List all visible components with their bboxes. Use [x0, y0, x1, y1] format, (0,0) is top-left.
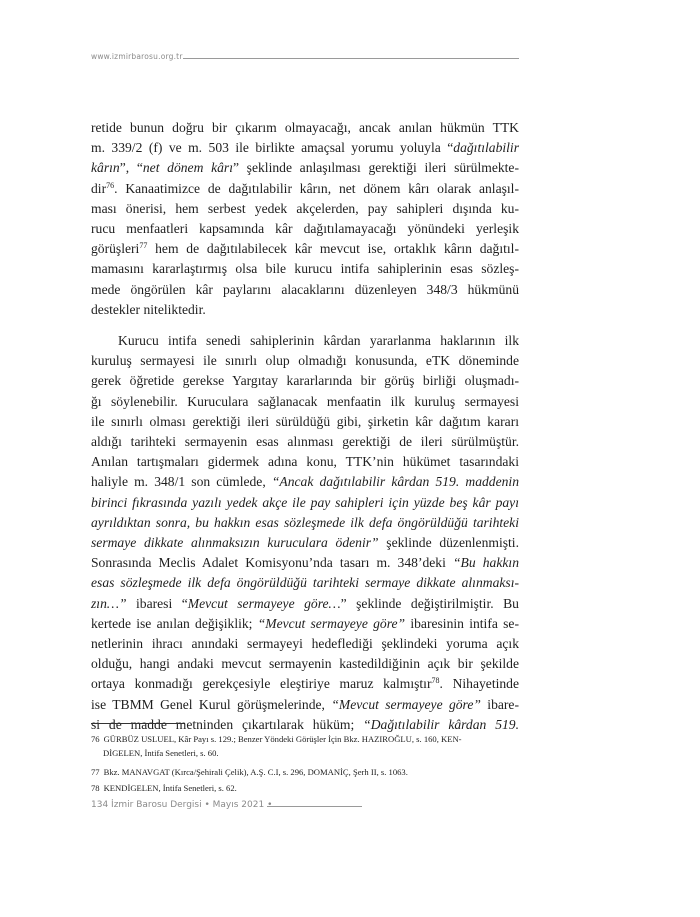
text-line: retide bunun doğru bir çıkarım olmayacağı, ancak anılan hükmün TTK	[91, 120, 519, 135]
paragraph-1	[91, 118, 519, 320]
text-line: birinci fıkrasında yazılı yedek akçe ile pay sahipleri için yüzde beş kâr payı	[91, 494, 519, 510]
text-line: görüşleri$^{77}$ hem de dağıtılabilecek kâr mevcut ise, ortaklık kârın dağıtıl-	[91, 241, 519, 257]
text-line: sermaye dikkate alınmaksızın kuruculara ödenir” şeklinde düzenlenmişti.	[91, 535, 519, 551]
text-line: rucu menfaatleri kapsamında kâr dağıtılamayacağı yönündeki yerleşik	[91, 221, 519, 237]
header-url: www.izmirbarosu.org.tr	[91, 52, 183, 61]
text-line: mamasını kararlaştırmış olsa bile kurucu intifa sahiplerinin esas sözleş-	[91, 261, 519, 277]
text-line: haliyle m. 348/1 son cümlede, “Ancak dağıtılabilir kârdan 519. maddenin	[91, 474, 519, 490]
footnote-text: Bkz. MANAVGAT (Kırca/Şehirali Çelik), A.Ş. C.I, s. 296, DOMANİÇ, Şerh II, s. 1063.	[103, 767, 408, 777]
page-footer	[91, 800, 291, 814]
text-line: kuruluş sermayesi ile sınırlı olup olmadığı konusunda, eTK döneminde	[91, 353, 519, 369]
text-line: aldığı tarihteki sermayenin esas alınması gerektiği de ileri sürülmüştür.	[91, 434, 519, 450]
footer-rule	[267, 806, 362, 807]
footer-text: 134 İzmir Barosu Dergisi • Mayıs 2021 •	[91, 800, 273, 810]
paragraph-2	[91, 331, 519, 735]
footnote-separator	[91, 723, 184, 724]
footnote-78	[91, 782, 519, 796]
text-line: gerek öğretide gerekse Yargıtay kararlarında bir görüş birliği oluşmadı-	[91, 373, 519, 389]
footnote-77	[91, 766, 519, 780]
footnote-ref-77[interactable]: 77	[139, 241, 148, 251]
text-line: si de madde metninden çıkartılarak hüküm; “Dağıtılabilir kârdan 519.	[91, 716, 519, 732]
footnote-number: 76	[91, 734, 100, 744]
text-line: dir$^{76}$. Kanaatimizce de dağıtılabilir kârın, net dönem kârı olarak anlaşıl-	[91, 180, 519, 196]
text-line: ise TBMM Genel Kurul görüşmelerinde, “Mevcut sermayeye göre” ibare-	[91, 696, 519, 712]
text-line: destekler niteliktedir.	[91, 301, 206, 317]
footnote-number: 77	[91, 767, 100, 777]
header-rule	[183, 58, 519, 59]
text-line: netlerinin ihracı anındaki sermayeyi hedeflediği şeklindeki yoruma açık	[91, 636, 519, 652]
text-line: kertede ise anılan değişiklik; “Mevcut sermayeye göre” ibaresinin intifa se-	[91, 615, 519, 631]
text-line: Anılan tartışmaları gidermek adına konu, TTK’nin hükümet tasarındaki	[91, 454, 519, 470]
text-line: kârın”, “net dönem kârı” şeklinde anlaşılması gerektiği ileri sürülmekte-	[91, 160, 519, 176]
text-line: ile sınırlı olması gerektiği ileri sürüldüğü gibi, şirketin kâr dağıtım kararı	[91, 413, 519, 429]
text-line: olduğu, hangi andaki mevcut sermayenin kastedildiğinin açık bir şekilde	[91, 656, 519, 672]
footnote-number: 78	[91, 783, 100, 793]
text-line: Sonrasında Meclis Adalet Komisyonu’nda tasarı m. 348’deki “Bu hakkın	[91, 555, 519, 571]
footnote-ref-78[interactable]: 78	[431, 676, 440, 686]
text-line: mede öngörülen kâr paylarını alacaklarını düzenleyen 348/3 hükmünü	[91, 281, 519, 297]
text-line: ortaya konmadığı gerekçesiyle eleştiriye maruz kalmıştır$^{78}$. Nihayetinde	[91, 676, 520, 692]
footnote-76	[91, 733, 519, 760]
footnote-text-cont: DİGELEN, İntifa Senetleri, s. 60.	[103, 747, 219, 758]
page-header	[91, 52, 519, 66]
text-line: m. 339/2 (f) ve m. 503 ile birlikte amaçsal yorumu yoluyla “dağıtılabilir	[91, 140, 519, 156]
text-line: esas sözleşmede ilk defa öngörüldüğü tarihteki sermaye dikkate alınmaksı-	[91, 575, 519, 591]
text-line: zın…” ibaresi “Mevcut sermayeye göre…” şeklinde değiştirilmiştir. Bu	[91, 595, 519, 611]
text-line: ması önerisi, hem serbest yedek akçelerden, pay sahipleri dışında ku-	[91, 200, 519, 216]
footnote-ref-76[interactable]: 76	[106, 180, 115, 190]
footnote-text: KENDİGELEN, İntifa Senetleri, s. 62.	[103, 783, 237, 793]
text-line: ğı söylenebilir. Kuruculara sağlanacak menfaatin ilk kuruluş sermayesi	[91, 393, 519, 409]
text-line: ayrıldıktan sonra, bu hakkın esas sözleşmede ilk defa öngörüldüğü tarihteki	[91, 514, 519, 530]
text-line: Kurucu intifa senedi sahiplerinin kârdan yararlanma haklarının ilk	[118, 333, 519, 348]
footnote-text: GÜRBÜZ USLUEL, Kâr Payı s. 129.; Benzer Yöndeki Görüşler İçin Bkz. HAZIROĞLU, s. 160, KEN-	[103, 734, 462, 744]
